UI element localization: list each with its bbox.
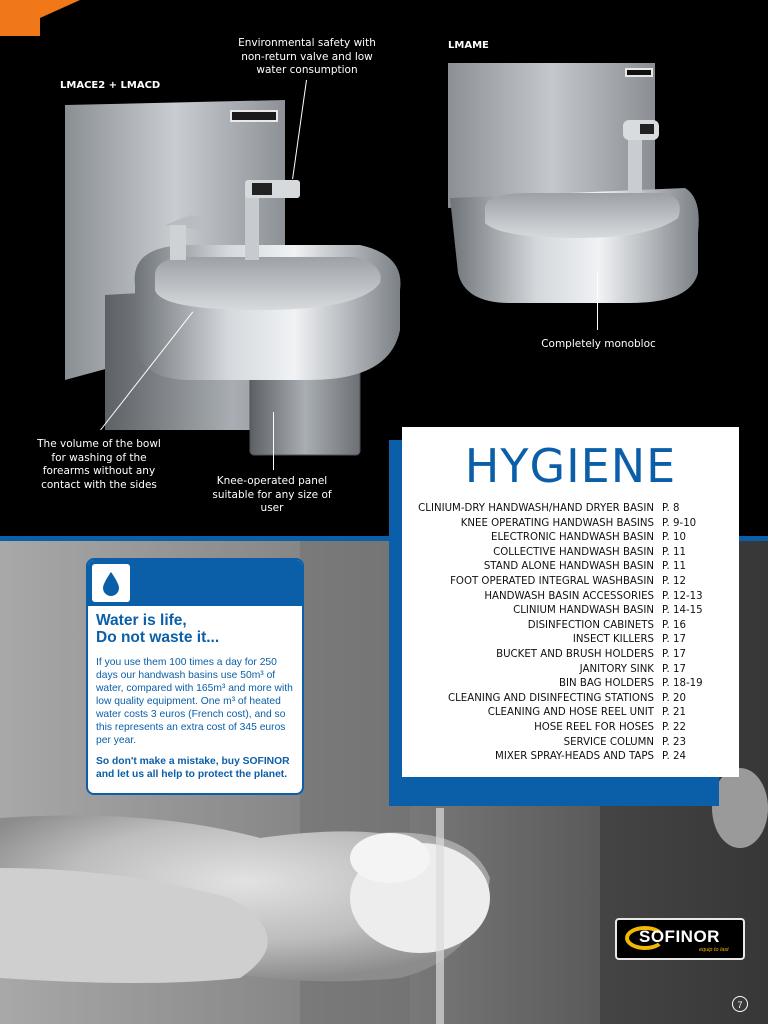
- hygiene-item-page: P. 21: [662, 707, 686, 719]
- environmental-caption: Environmental safety with non-return valve and low water consumption: [238, 37, 376, 76]
- hygiene-list-item: [410, 634, 732, 649]
- logo-name: SOFINOR: [639, 927, 720, 946]
- water-drop-icon: [92, 564, 130, 602]
- hygiene-item-label: MIXER SPRAY-HEADS AND TAPS: [495, 751, 654, 763]
- hygiene-item-page: P. 24: [662, 751, 686, 763]
- hygiene-item-page: P. 11: [662, 561, 686, 573]
- hygiene-item-page: P. 8: [662, 503, 680, 514]
- hygiene-item-page: P. 22: [662, 721, 686, 733]
- hygiene-item-page: P. 14-15: [662, 605, 703, 617]
- hygiene-list-item: [410, 751, 732, 766]
- hygiene-item-page: P. 20: [662, 692, 686, 704]
- page-number: 7: [732, 996, 748, 1012]
- knee-panel-caption: Knee-operated panel suitable for any size of user: [212, 475, 332, 514]
- monobloc-leader-line: [597, 272, 598, 330]
- hygiene-item-label: SERVICE COLUMN: [563, 736, 654, 748]
- hygiene-contents-box: [402, 427, 739, 777]
- hygiene-item-page: P. 16: [662, 619, 686, 631]
- hygiene-item-label: STAND ALONE HANDWASH BASIN: [483, 561, 654, 573]
- hygiene-item-label: CLINIUM-DRY HANDWASH/HAND DRYER BASIN: [418, 503, 654, 514]
- hygiene-list-item: [410, 561, 732, 576]
- hygiene-item-label: KNEE OPERATING HANDWASH BASINS: [460, 517, 654, 529]
- hygiene-item-page: P. 9-10: [662, 517, 697, 529]
- hygiene-list-item: [410, 576, 732, 591]
- hygiene-title: HYGIENE: [464, 439, 677, 493]
- hygiene-list-item: [410, 722, 732, 737]
- water-box-cta: So don't make a mistake, buy SOFINOR and let us all help to protect the planet.: [96, 756, 290, 780]
- hygiene-list-item: [410, 532, 732, 547]
- hygiene-list-item: [410, 664, 732, 679]
- orange-corner-triangle: [0, 0, 80, 36]
- hygiene-item-page: P. 17: [662, 634, 686, 646]
- hygiene-list-item: [410, 591, 732, 606]
- sofinor-logo: [615, 918, 745, 960]
- hygiene-item-label: CLINIUM HANDWASH BASIN: [513, 605, 654, 617]
- hygiene-item-label: BUCKET AND BRUSH HOLDERS: [496, 648, 654, 660]
- hygiene-item-label: BIN BAG HOLDERS: [559, 678, 654, 690]
- water-box-title: [96, 612, 296, 646]
- lmame-basin-image: [440, 58, 705, 313]
- hygiene-item-label: HOSE REEL FOR HOSES: [534, 721, 654, 733]
- hygiene-item-page: P. 17: [662, 648, 686, 660]
- hygiene-item-page: P. 10: [662, 532, 686, 544]
- hygiene-item-label: COLLECTIVE HANDWASH BASIN: [493, 546, 654, 558]
- hygiene-item-label: HANDWASH BASIN ACCESSORIES: [484, 590, 654, 602]
- monobloc-caption: Completely monobloc: [541, 338, 656, 350]
- hygiene-item-label: DISINFECTION CABINETS: [527, 619, 654, 631]
- left-model-label: LMACE2 + LMACD: [60, 80, 161, 91]
- hygiene-list-item: [410, 693, 732, 708]
- hygiene-item-page: P. 23: [662, 736, 686, 748]
- hygiene-item-label: CLEANING AND HOSE REEL UNIT: [487, 707, 654, 719]
- knee-panel-leader-line: [273, 412, 274, 470]
- hygiene-list-item: [410, 649, 732, 664]
- water-title-line2: Do not waste it...: [96, 629, 220, 646]
- hygiene-item-label: JANITORY SINK: [579, 663, 654, 675]
- hygiene-list-item: [410, 678, 732, 693]
- hygiene-item-label: FOOT OPERATED INTEGRAL WASHBASIN: [450, 575, 654, 587]
- hygiene-item-label: INSECT KILLERS: [572, 634, 654, 646]
- logo-tagline: equip to last: [699, 947, 729, 953]
- hygiene-list-item: [410, 518, 732, 533]
- hygiene-list-item: [410, 547, 732, 562]
- hygiene-item-page: P. 12: [662, 575, 686, 587]
- hygiene-item-label: ELECTRONIC HANDWASH BASIN: [491, 532, 654, 544]
- bowl-volume-caption: The volume of the bowl for washing of the forearms without any contact with the sides: [37, 438, 161, 491]
- water-info-box: [86, 558, 304, 795]
- hygiene-list-item: [410, 503, 732, 518]
- hygiene-list-item: [410, 620, 732, 635]
- water-box-body: If you use them 100 times a day for 250 days our handwash basins use 50m³ of water, compared with 165m³ and more with low quality equipment. One m³ of heated water costs 3 euros (French cost), and so this represents an extra cost of 345 euros per year.: [96, 657, 293, 746]
- hygiene-contents-list: [410, 503, 732, 766]
- hygiene-item-page: P. 18-19: [662, 678, 703, 690]
- hygiene-item-page: P. 17: [662, 663, 686, 675]
- right-model-label: LMAME: [448, 40, 489, 51]
- hygiene-list-item: [410, 737, 732, 752]
- hygiene-item-label: CLEANING AND DISINFECTING STATIONS: [448, 692, 654, 704]
- hygiene-item-page: P. 11: [662, 546, 686, 558]
- hygiene-item-page: P. 12-13: [662, 590, 703, 602]
- water-box-header: [88, 560, 302, 606]
- hygiene-list-item: [410, 605, 732, 620]
- water-title-line1: Water is life,: [96, 612, 187, 629]
- hygiene-list-item: [410, 707, 732, 722]
